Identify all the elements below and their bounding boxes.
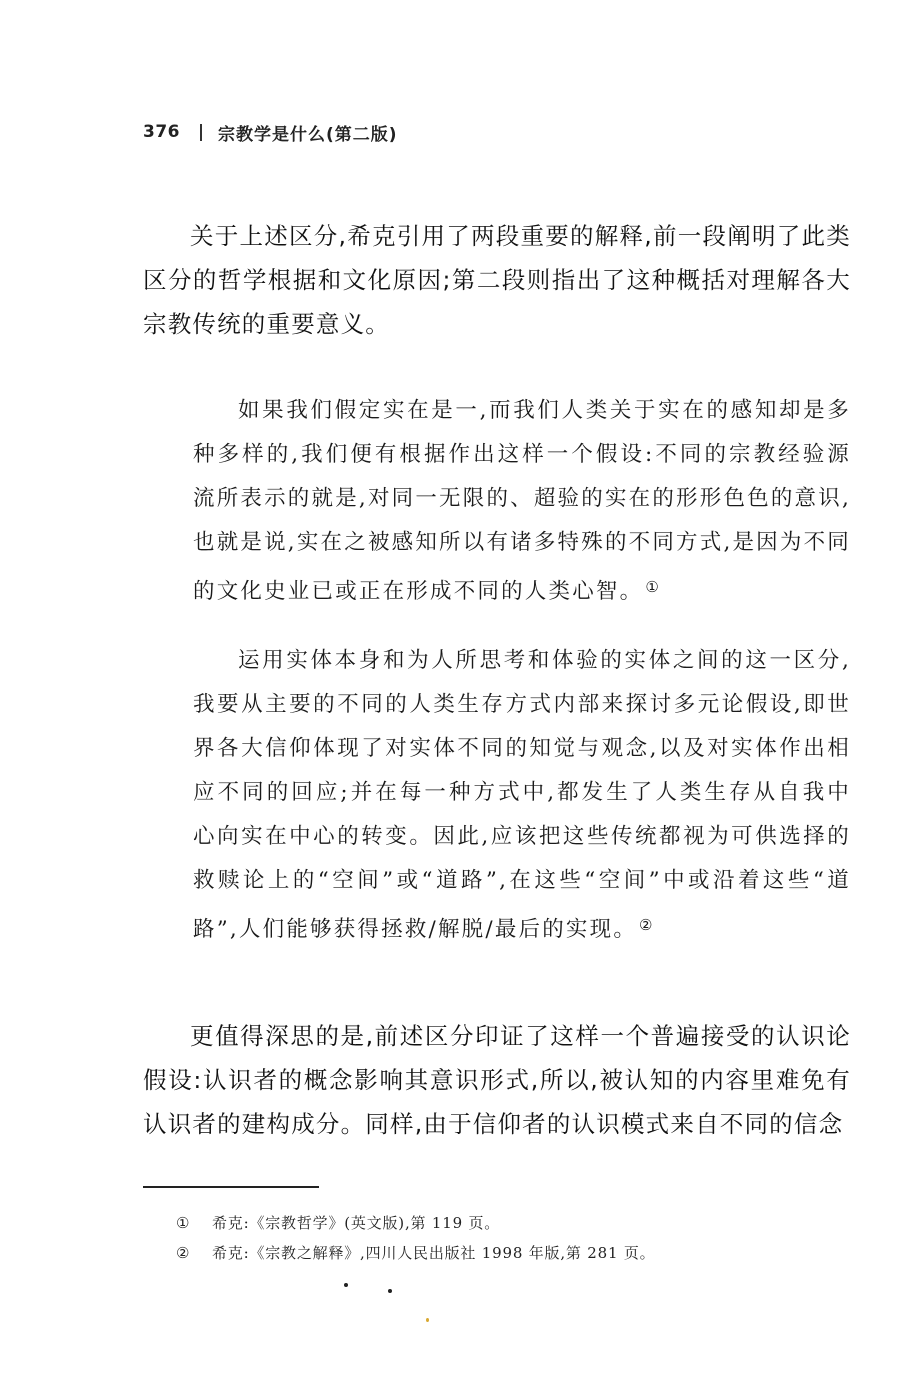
book-title: 宗教学是什么(第二版) — [218, 124, 398, 145]
footnote-item — [176, 1238, 856, 1268]
print-speck — [426, 1318, 429, 1322]
closing-paragraph: 更值得深思的是,前述区分印证了这样一个普遍接受的认识论假设:认识者的概念影响其意识形式,所以,被认知的内容里难免有认识者的建构成分。同样,由于信仰者的认识模式来自不同的信念 — [143, 1022, 851, 1138]
block-quote-2-text: 运用实体本身和为人所思考和体验的实体之间的这一区分,我要从主要的不同的人类生存方式内部来探讨多元论假设,即世界各大信仰体现了对实体不同的知觉与观念,以及对实体作出相应不同的回应;并在每一种方式中,都发生了人类生存从自我中心向实在中心的转变。因此,应该把这些传统都视为可供选择的救赎论上的“空间”或“道路”,在这些“空间”中或沿着这些“道路”,人们能够获得拯救/解脱/最后的实现。 — [193, 648, 851, 942]
intro-paragraph: 关于上述区分,希克引用了两段重要的解释,前一段阐明了此类区分的哲学根据和文化原因;第二段则指出了这种概括对理解各大宗教传统的重要意义。 — [143, 222, 851, 338]
footnote-number: ② — [176, 1244, 191, 1262]
print-speck — [388, 1289, 392, 1293]
footnote-text: 希克:《宗教哲学》(英文版),第 119 页。 — [212, 1214, 501, 1232]
footnote-text: 希克:《宗教之解释》,四川人民出版社 1998 年版,第 281 页。 — [212, 1244, 656, 1262]
header-divider — [200, 124, 202, 141]
print-speck — [344, 1283, 348, 1287]
footnote-number: ① — [176, 1214, 191, 1232]
footnotes — [176, 1208, 856, 1268]
footnote-ref-2[interactable]: ② — [639, 916, 653, 934]
block-quote-1-text: 如果我们假定实在是一,而我们人类关于实在的感知却是多种多样的,我们便有根据作出这样一个假设:不同的宗教经验源流所表示的就是,对同一无限的、超验的实在的形形色色的意识,也就是说,实在之被感知所以有诸多特殊的不同方式,是因为不同的文化史业已或正在形成不同的人类心智。 — [193, 398, 851, 604]
block-quote-1 — [193, 389, 851, 614]
footnote-separator — [143, 1186, 319, 1188]
running-header — [143, 119, 398, 145]
block-quote-2 — [193, 639, 851, 952]
page-number: 376 — [143, 122, 180, 142]
footnote-ref-1[interactable]: ① — [645, 578, 659, 596]
footnote-item — [176, 1208, 856, 1238]
